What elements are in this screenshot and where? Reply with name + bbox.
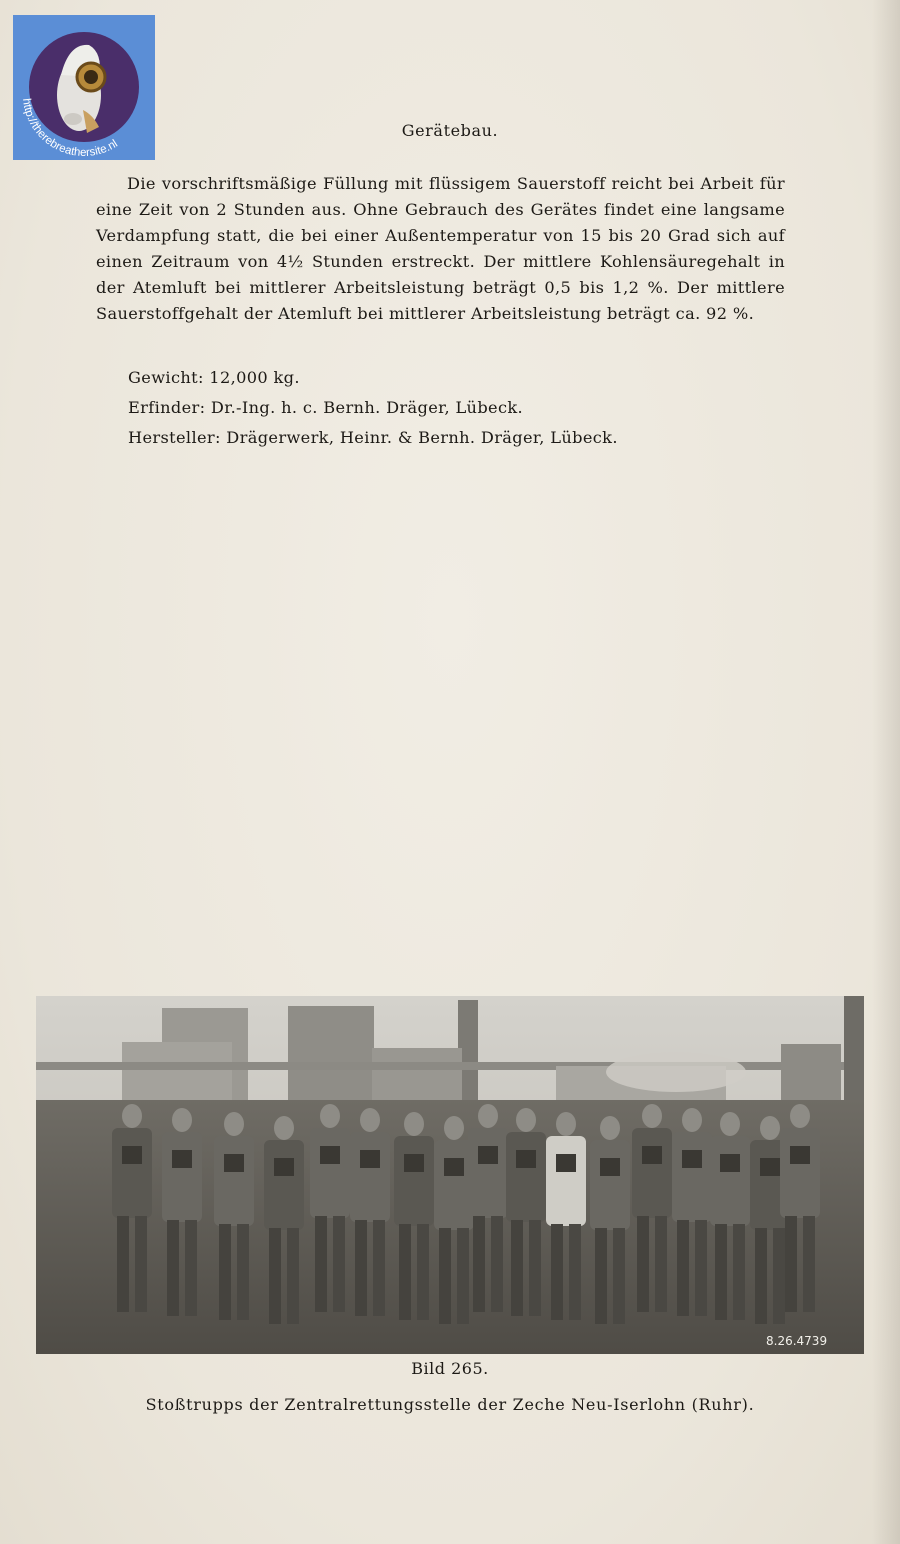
paragraph: Die vorschriftsmäßige Füllung mit flüssigem Sauerstoff reicht bei Arbeit für eine Zeit von 2 Stunden aus. Ohne Gebrauch des Gerätes findet eine langsame Verdampfung statt, die bei einer Außentemperatur von 15 bis 20 Grad sich auf einen Zeitraum von 4½ Stunden erstreckt. Der mittlere Kohlensäuregehalt in der Atemluft bei mittlerer Arbeitsleistung beträgt 0,5 bis 1,2 %. Der mittlere Sauerstoffgehalt der Atemluft bei mittlerer Arbeitsleistung beträgt ca. 92 %. xyxy=(96,174,785,323)
spec-manufacturer: Hersteller: Drägerwerk, Heinr. & Bernh. Dräger, Lübeck. xyxy=(128,428,618,447)
svg-text:http://therebreathersite.nl: http://therebreathersite.nl xyxy=(20,97,120,160)
page-edge-shadow xyxy=(872,0,900,1544)
spec-inventor: Erfinder: Dr.-Ing. h. c. Bernh. Dräger, Lübeck. xyxy=(128,398,524,417)
figure-photo xyxy=(36,996,864,1354)
spec-weight: Gewicht: 12,000 kg. xyxy=(128,368,300,387)
group-photo-illustration xyxy=(36,996,864,1354)
running-head: Gerätebau. xyxy=(401,121,499,140)
body-text xyxy=(96,171,785,327)
figure-caption: Stoßtrupps der Zentralrettungsstelle der Zeche Neu-Iserlohn (Ruhr). xyxy=(145,1395,755,1414)
photo-number-mark: 8.26.4739 xyxy=(766,1334,828,1348)
figure-number: Bild 265. xyxy=(411,1359,489,1378)
